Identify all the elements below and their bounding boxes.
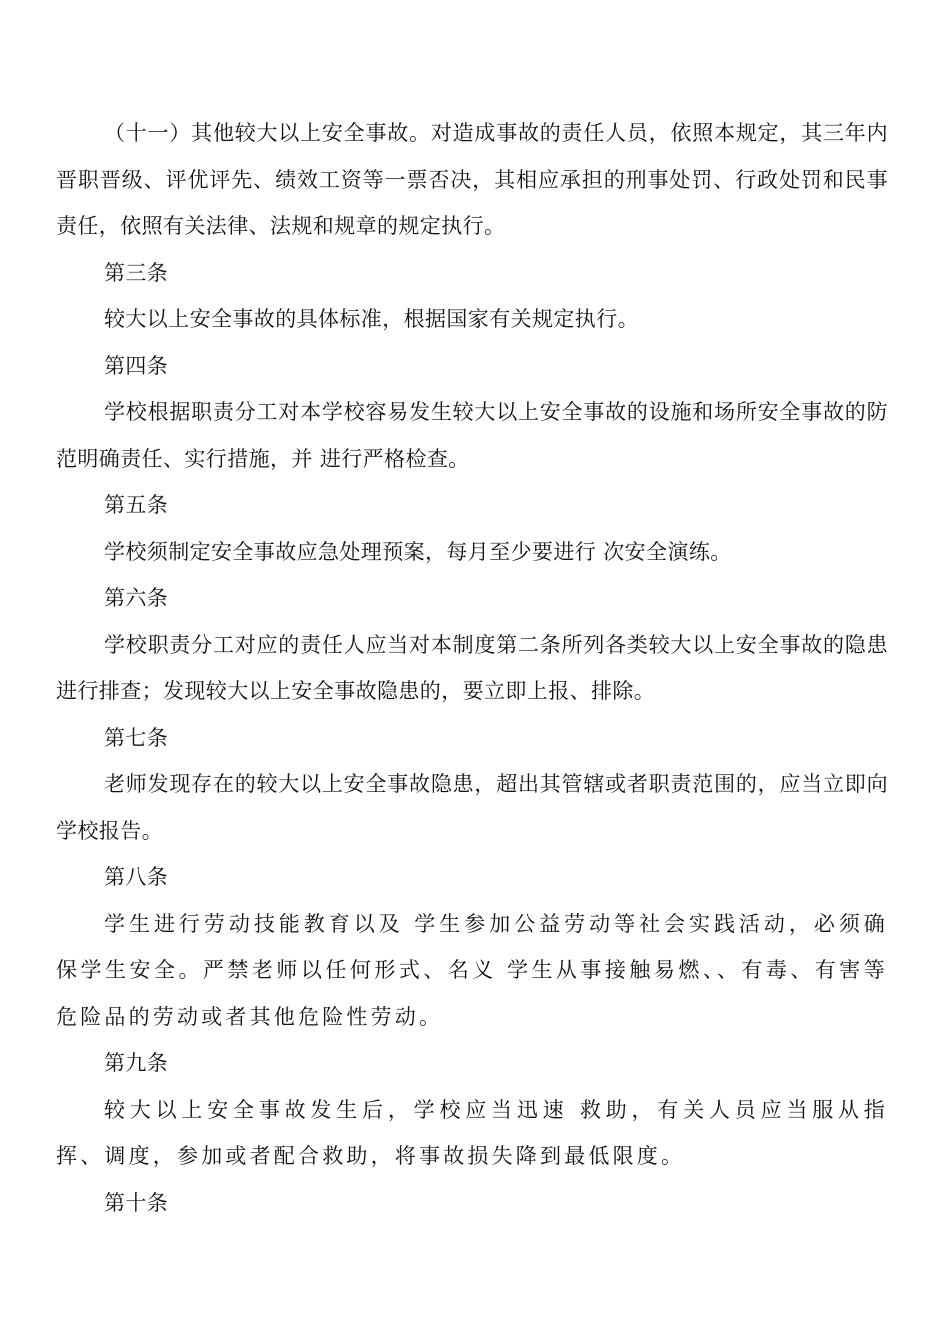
document-body bbox=[56, 110, 888, 1226]
article-4-text: 学校根据职责分工对本学校容易发生较大以上安全事故的设施和场所安全事故的防范明确责任、实行措施，并 进行严格检查。 bbox=[56, 400, 888, 471]
article-5-text: 学校须制定安全事故应急处理预案，每月至少要进行 次安全演练。 bbox=[104, 539, 732, 564]
article-8-text: 学生进行劳动技能教育以及 学生参加公益劳动等社会实践活动，必须确保学生安全。严禁老师以任何形式、名义 学生从事接触易燃、、有毒、有害等危险品的劳动或者其他危险性劳动。 bbox=[56, 911, 888, 1029]
article-10-heading: 第十条 bbox=[104, 1190, 169, 1215]
article-7-heading: 第七条 bbox=[104, 725, 169, 750]
paragraph-accident-eleven: （十一）其他较大以上安全事故。对造成事故的责任人员，依照本规定，其三年内晋职晋级、评优评先、绩效工资等一票否决，其相应承担的刑事处罚、行政处罚和民事责任，依照有关法律、法规和规章的规定执行。 bbox=[56, 121, 888, 238]
article-9-text: 较大以上安全事故发生后，学校应当迅速 救助，有关人员应当服从指挥、调度，参加或者配合救助，将事故损失降到最低限度。 bbox=[56, 1097, 888, 1168]
article-9-heading: 第九条 bbox=[104, 1051, 169, 1075]
article-6-heading: 第六条 bbox=[104, 586, 169, 610]
article-4-heading: 第四条 bbox=[104, 353, 169, 378]
article-6-text: 学校职责分工对应的责任人应当对本制度第二条所列各类较大以上安全事故的隐患进行排查；发现较大以上安全事故隐患的，要立即上报、排除。 bbox=[56, 632, 888, 703]
article-7-text: 老师发现存在的较大以上安全事故隐患，超出其管辖或者职责范围的，应当立即向学校报告。 bbox=[56, 772, 888, 843]
article-8-heading: 第八条 bbox=[104, 865, 169, 889]
article-3-heading: 第三条 bbox=[104, 260, 169, 285]
article-3-text: 较大以上安全事故的具体标准，根据国家有关规定执行。 bbox=[104, 307, 639, 331]
article-5-heading: 第五条 bbox=[104, 493, 169, 517]
